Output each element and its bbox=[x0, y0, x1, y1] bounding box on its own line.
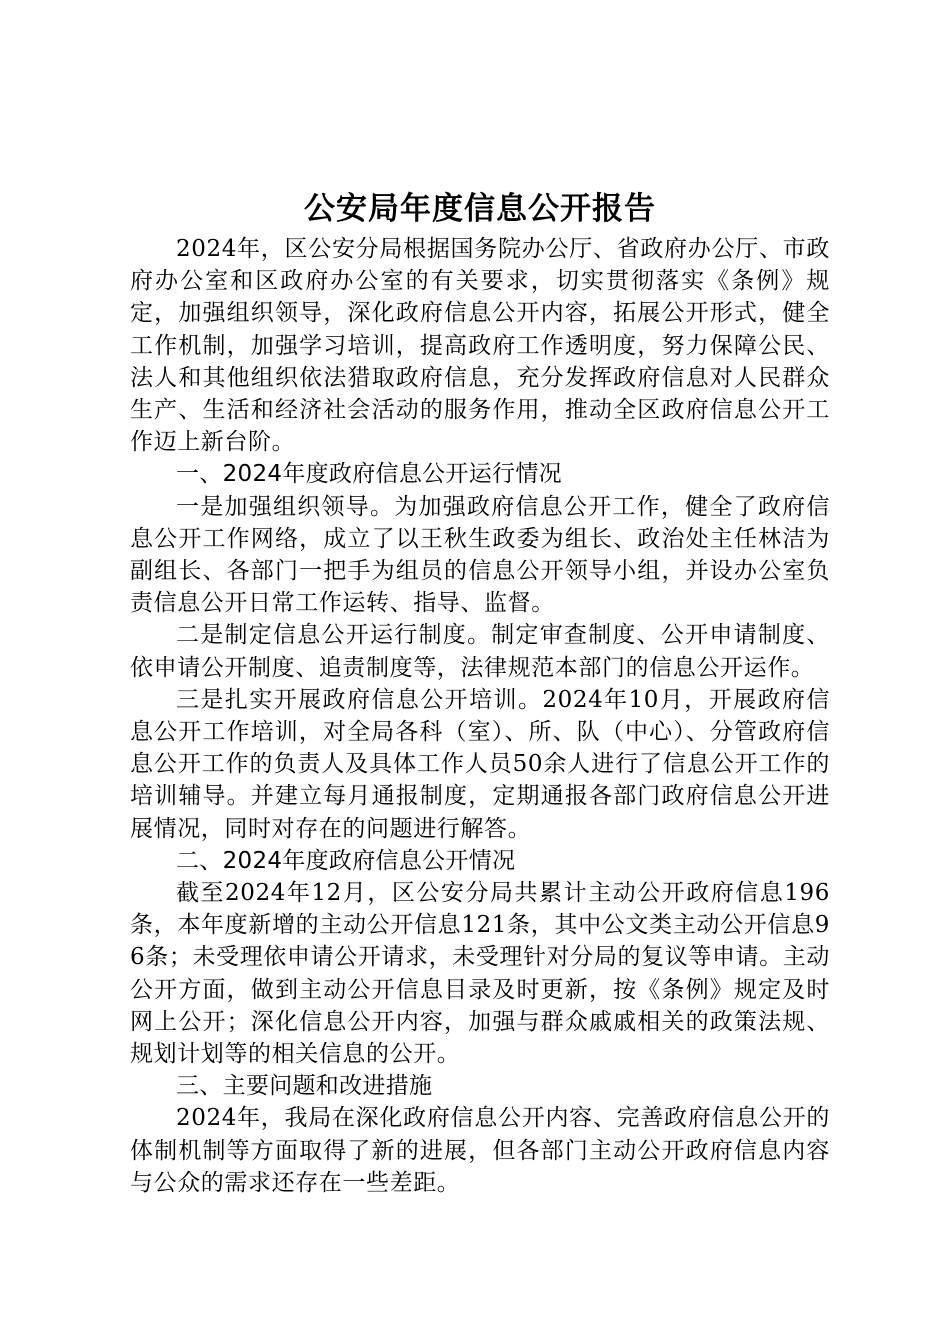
section-1-paragraph-3: 三是扎实开展政府信息公开培训。2024年10月，开展政府信息公开工作培训，对全局各科（室）、所、队（中心）、分管政府信息公开工作的负责人及具体工作人员50余人进行了信息公开工作的培训辅导。并建立每月通报制度，定期通报各部门政府信息公开进展情况，同时对存在的问题进行解答。 bbox=[130, 686, 830, 842]
section-1-paragraph-2: 二是制定信息公开运行制度。制定审查制度、公开申请制度、依申请公开制度、追责制度等，法律规范本部门的信息公开运作。 bbox=[130, 622, 830, 681]
section-3-heading: 三、主要问题和改进措施 bbox=[176, 1073, 433, 1100]
section-3-paragraph-1: 2024年，我局在深化政府信息公开内容、完善政府信息公开的体制机制等方面取得了新的进展，但各部门主动公开政府信息内容与公众的需求还存在一些差距。 bbox=[130, 1105, 830, 1196]
section-2-heading: 二、2024年度政府信息公开情况 bbox=[176, 847, 516, 874]
section-1-paragraph-1: 一是加强组织领导。为加强政府信息公开工作，健全了政府信息公开工作网络，成立了以王秋生政委为组长、政治处主任林洁为副组长、各部门一把手为组员的信息公开领导小组，并设办公室负责信息公开日常工作运转、指导、监督。 bbox=[130, 493, 830, 617]
document-title: 公安局年度信息公开报告 bbox=[304, 191, 656, 227]
section-1-heading: 一、2024年度政府信息公开运行情况 bbox=[176, 461, 562, 488]
section-2-paragraph-1: 截至2024年12月，区公安分局共累计主动公开政府信息196条，本年度新增的主动公开信息121条，其中公文类主动公开信息96条；未受理依申请公开请求，未受理针对分局的复议等申请。主动公开方面，做到主动公开信息目录及时更新，按《条例》规定及时网上公开；深化信息公开内容，加强与群众戚戚相关的政策法规、规划计划等的相关信息的公开。 bbox=[130, 880, 830, 1068]
intro-paragraph: 2024年，区公安分局根据国务院办公厅、省政府办公厅、市政府办公室和区政府办公室的有关要求，切实贯彻落实《条例》规定，加强组织领导，深化政府信息公开内容，拓展公开形式，健全工作机制，加强学习培训，提高政府工作透明度，努力保障公民、法人和其他组织依法猎取政府信息，充分发挥政府信息对人民群众生产、生活和经济社会活动的服务作用，推动全区政府信息公开工作迈上新台阶。 bbox=[130, 236, 830, 456]
document-page bbox=[130, 185, 830, 1199]
